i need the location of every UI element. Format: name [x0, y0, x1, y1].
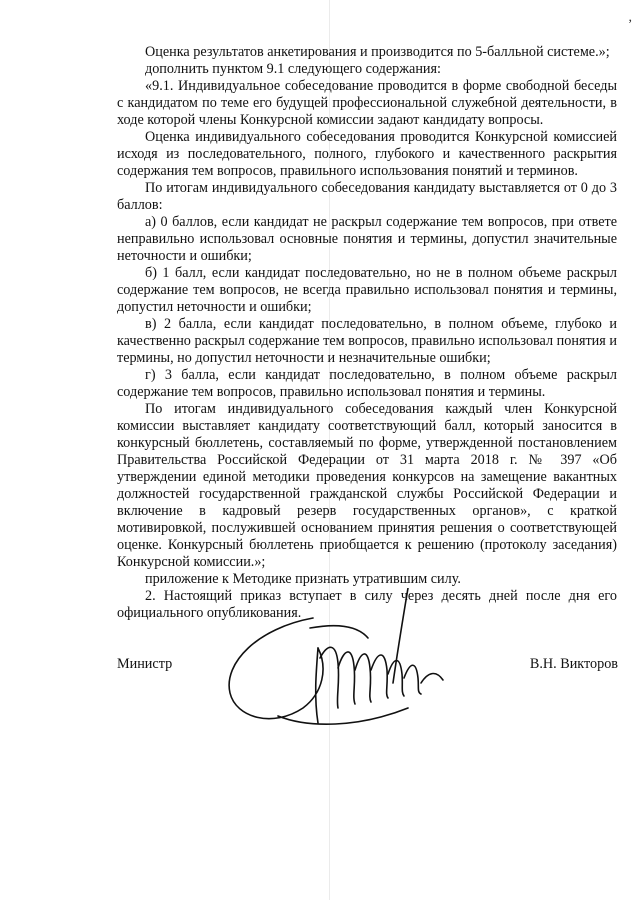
paragraph-2: дополнить пунктом 9.1 следующего содержания:: [145, 61, 441, 77]
document-body: [117, 44, 617, 622]
paragraph-11: приложение к Методике признать утратившим силу.: [145, 571, 461, 587]
paragraph-3: «9.1. Индивидуальное собеседование проводится в форме свободной беседы с кандидатом по теме его будущей профессиональной служебной деятельности, в ходе которой члены Конкурсной комиссии задают кандидату вопросы.: [117, 78, 617, 128]
handwritten-signature: [218, 588, 458, 738]
signature-position: Министр: [117, 656, 173, 672]
paragraph-1: Оценка результатов анкетирования и производится по 5-балльной системе.»;: [145, 44, 610, 60]
corner-mark: ,: [628, 10, 632, 25]
paragraph-9: г) 3 балла, если кандидат последовательно, в полном объеме раскрыл содержание тем вопросов, правильно использовал понятия и термины.: [117, 367, 617, 400]
paragraph-12: 2. Настоящий приказ вступает в силу через десять дней после дня его официального опубликования.: [117, 588, 617, 621]
paragraph-10: По итогам индивидуального собеседования каждый член Конкурсной комиссии выставляет кандидату соответствующий балл, который заносится в конкурсный бюллетень, составляемый по форме, утвержденной постановлением Правительства Российской Федерации от 31 марта 2018 г. № 397 «Об утверждении единой методики проведения конкурсов на замещение вакантных должностей государственной гражданской службы Российской Федерации и включение в кадровый резерв государственных органов», с краткой мотивировкой, послужившей основанием принятия решения о соответствующей оценке. Конкурсный бюллетень приобщается к решению (протоколу заседания) Конкурсной комиссии.»;: [117, 401, 617, 570]
signatory-name: В.Н. Викторов: [529, 656, 618, 672]
paragraph-7: б) 1 балл, если кандидат последовательно, но не в полном объеме раскрыл содержание тем вопросов, не всегда правильно использовал понятия и термины, допустил неточности и ошибки;: [117, 265, 617, 315]
paragraph-4: Оценка индивидуального собеседования проводится Конкурсной комиссией исходя из последовательного, полного, глубокого и качественного раскрытия содержания тем вопросов, правильного использования понятий и терминов.: [117, 129, 617, 179]
paragraph-8: в) 2 балла, если кандидат последовательно, в полном объеме, глубоко и качественно раскрыл содержание тем вопросов, правильно использовал понятия и термины, но допустил неточности и незначительные ошибки;: [117, 316, 617, 366]
paragraph-5: По итогам индивидуального собеседования кандидату выставляется от 0 до 3 баллов:: [117, 180, 617, 213]
paragraph-6: а) 0 баллов, если кандидат не раскрыл содержание тем вопросов, при ответе неправильно использовал основные понятия и термины, допустил значительные неточности и ошибки;: [117, 214, 617, 264]
